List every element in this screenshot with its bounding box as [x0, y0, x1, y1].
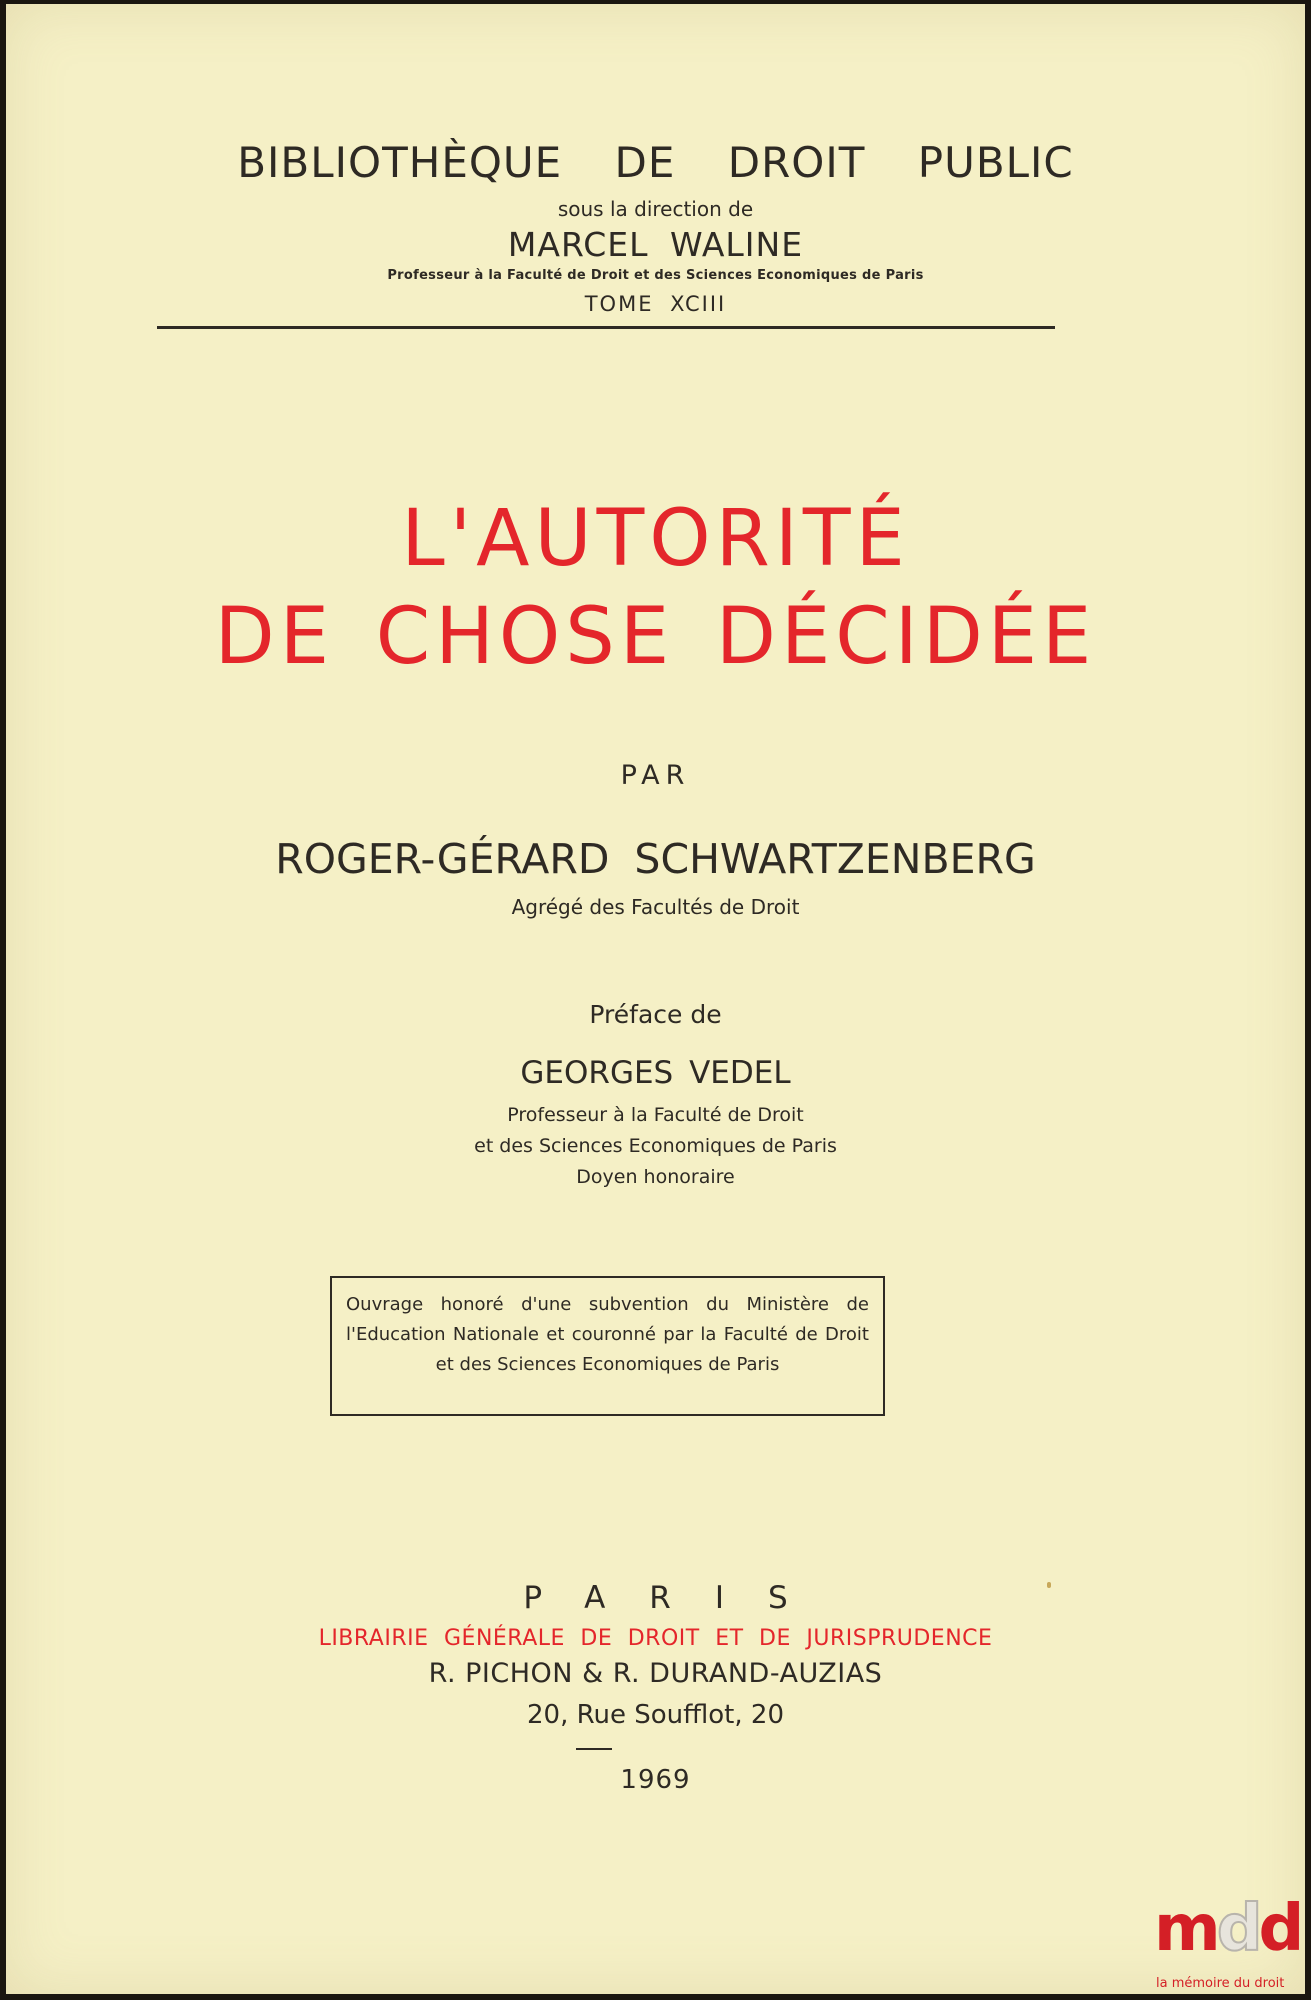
- series-direction-label: sous la direction de: [557, 197, 754, 221]
- preface-credentials-line-2: et des Sciences Economiques de Paris: [474, 1135, 837, 1157]
- publication-year: 1969: [620, 1765, 691, 1795]
- series-divider: [157, 326, 1055, 329]
- series-director-title: Professeur à la Faculté de Droit et des Sciences Economiques de Paris: [387, 268, 924, 283]
- by-label: PAR: [620, 760, 691, 791]
- preface-credentials: [0, 1100, 1311, 1193]
- honor-note-box: [330, 1276, 885, 1416]
- paper-stain: [1047, 1582, 1051, 1588]
- author-title: Agrégé des Facultés de Droit: [511, 895, 800, 919]
- series-title: BIBLIOTHÈQUE DE DROIT PUBLIC: [237, 138, 1074, 187]
- book-title-line-1: L'AUTORITÉ: [401, 494, 910, 584]
- publisher-name: LIBRAIRIE GÉNÉRALE DE DROIT ET DE JURISPRUDENCE: [318, 1626, 993, 1651]
- publisher-imprint: R. PICHON & R. DURAND-AUZIAS: [428, 1658, 883, 1689]
- preface-credentials-line-3: Doyen honoraire: [576, 1166, 735, 1188]
- book-title-line-2: DE CHOSE DÉCIDÉE: [214, 592, 1097, 682]
- preface-credentials-line-1: Professeur à la Faculté de Droit: [507, 1104, 804, 1126]
- preface-label: Préface de: [589, 1000, 722, 1029]
- series-volume: TOME XCIII: [584, 292, 727, 316]
- honor-note-text: Ouvrage honoré d'une subvention du Ministère de l'Education Nationale et couronné par la Faculté de Droit et des Sciences Economiques de Paris: [346, 1294, 869, 1375]
- logo-tagline: la mémoire du droit: [1156, 1976, 1285, 1991]
- publisher-address: 20, Rue Soufflot, 20: [527, 1700, 784, 1730]
- year-divider: [576, 1748, 612, 1750]
- publisher-city: PARIS: [523, 1580, 832, 1616]
- series-director: MARCEL WALINE: [507, 225, 804, 264]
- book-title: [0, 490, 1311, 686]
- preface-author: GEORGES VEDEL: [520, 1055, 791, 1091]
- logo-mark: mdd: [1154, 1892, 1301, 1966]
- watermark-logo: [1154, 1892, 1302, 1996]
- author-name: ROGER-GÉRARD SCHWARTZENBERG: [275, 835, 1036, 883]
